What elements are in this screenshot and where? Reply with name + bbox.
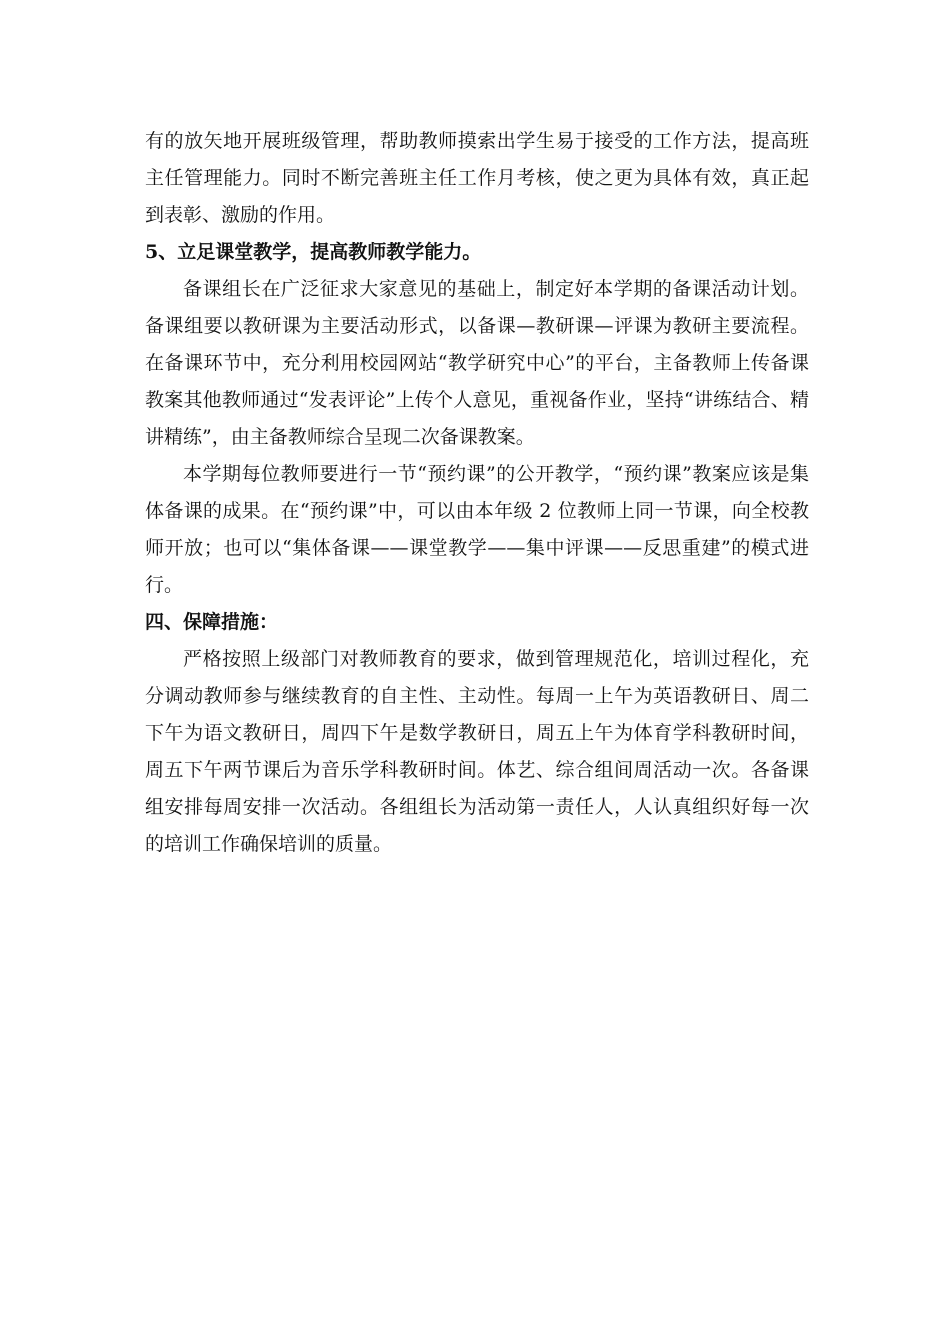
paragraph-appointment-lesson: 本学期每位教师要进行一节“预约课”的公开教学，“预约课”教案应该是集体备课的成果。在“预约课”中，可以由本年级 2 位教师上同一节课，向全校教师开放；也可以“集体备课——课堂教学——集中评课——反思重建”的模式进行。	[145, 463, 809, 596]
paragraph-lesson-preparation: 备课组长在广泛征求大家意见的基础上，制定好本学期的备课活动计划。备课组要以教研课为主要活动形式，以备课—教研课—评课为教研主要流程。在备课环节中，充分利用校园网站“教学研究中心”的平台，主备教师上传备课教案其他教师通过“发表评论”上传个人意见，重视备作业，坚持“讲练结合、精讲精练”，由主备教师综合呈现二次备课教案。	[145, 278, 809, 448]
section-heading-classroom-teaching: 5、立足课堂教学，提高教师教学能力。	[145, 241, 482, 263]
paragraph-training-schedule: 严格按照上级部门对教师教育的要求，做到管理规范化，培训过程化，充分调动教师参与继续教育的自主性、主动性。每周一上午为英语教研日、周二下午为语文教研日，周四下午是数学教研日，周五上午为体育学科教研时间，周五下午两节课后为音乐学科教研时间。体艺、综合组间周活动一次。各备课组安排每周安排一次活动。各组组长为活动第一责任人，人认真组织好每一次的培训工作确保培训的质量。	[145, 648, 809, 855]
paragraph-class-management: 有的放矢地开展班级管理，帮助教师摸索出学生易于接受的工作方法，提高班主任管理能力。同时不断完善班主任工作月考核，使之更为具体有效，真正起到表彰、激励的作用。	[145, 130, 809, 226]
section-heading-safeguard-measures: 四、保障措施：	[145, 611, 279, 633]
document-body	[145, 123, 809, 863]
